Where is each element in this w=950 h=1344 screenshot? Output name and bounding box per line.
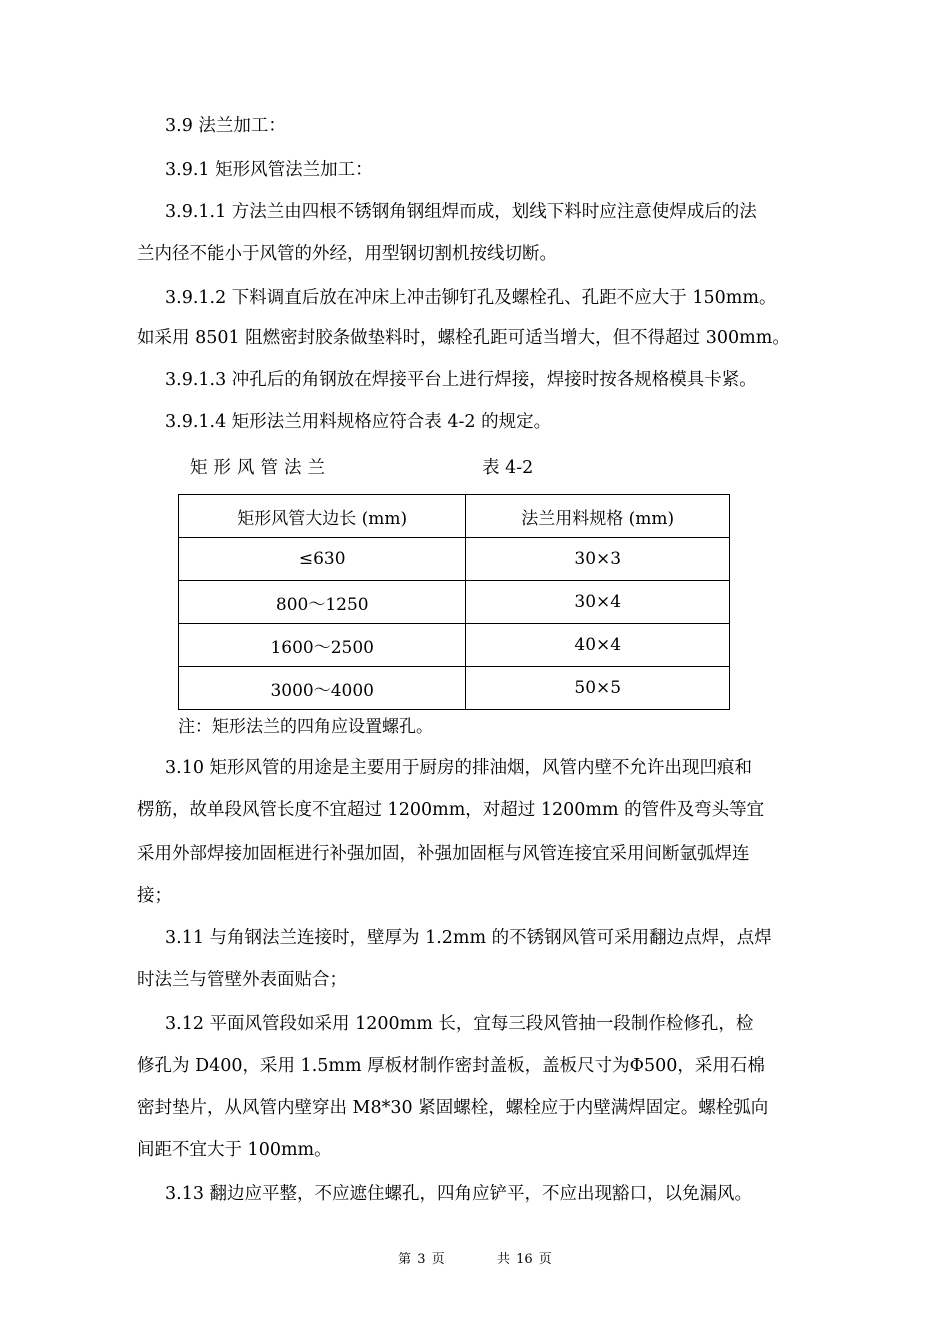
table-cell: 3000～4000 (179, 667, 466, 710)
table-cell: 30×3 (466, 538, 730, 581)
section-3-9: 3.9 法兰加工： (165, 116, 286, 136)
paragraph-3-11-line2: 时法兰与管壁外表面贴合； (137, 970, 347, 990)
paragraph-3-12-line2: 修孔为 D400，采用 1.5mm 厚板材制作密封盖板，盖板尺寸为Φ500，采用石棉 (137, 1056, 765, 1076)
section-3-9-1-2-line1: 3.9.1.2 下料调直后放在冲床上冲击铆钉孔及螺栓孔、孔距不应大于 150mm。 (165, 288, 777, 308)
section-3-9-1-3: 3.9.1.3 冲孔后的角钢放在焊接平台上进行焊接，焊接时按各规格模具卡紧。 (165, 370, 757, 390)
section-3-9-1-4: 3.9.1.4 矩形法兰用料规格应符合表 4-2 的规定。 (165, 412, 552, 432)
table-cell: 800～1250 (179, 581, 466, 624)
paragraph-3-10-line2: 楞筋，故单段风管长度不宜超过 1200mm，对超过 1200mm 的管件及弯头等宜 (137, 800, 765, 820)
paragraph-3-13: 3.13 翻边应平整，不应遮住螺孔，四角应铲平，不应出现豁口，以免漏风。 (165, 1184, 753, 1204)
flange-spec-table (178, 494, 730, 710)
table-header-cell: 法兰用料规格 (mm) (466, 495, 730, 538)
section-3-9-1-2-line2: 如采用 8501 阻燃密封胶条做垫料时，螺栓孔距可适当增大，但不得超过 300mm。 (137, 328, 790, 348)
table-cell: 40×4 (466, 624, 730, 667)
paragraph-3-10-line1: 3.10 矩形风管的用途是主要用于厨房的排油烟，风管内壁不允许出现凹痕和 (165, 758, 753, 778)
page-number: 第 3 页 (398, 1252, 445, 1267)
paragraph-3-12-line3: 密封垫片，从风管内壁穿出 M8*30 紧固螺栓，螺栓应于内壁满焊固定。螺栓弧向 (137, 1098, 769, 1118)
section-3-9-1-1-line1: 3.9.1.1 方法兰由四根不锈钢角钢组焊而成，划线下料时应注意使焊成后的法 (165, 202, 757, 222)
table-cell: 1600～2500 (179, 624, 466, 667)
table-row (179, 538, 730, 581)
table-row (179, 624, 730, 667)
table-row (179, 581, 730, 624)
table-cell: 30×4 (466, 581, 730, 624)
paragraph-3-10-line3: 采用外部焊接加固框进行补强加固，补强加固框与风管连接宜采用间断氩弧焊连 (137, 844, 750, 864)
table-header-cell: 矩形风管大边长 (mm) (179, 495, 466, 538)
table-caption-number: 表 4-2 (482, 458, 534, 478)
table-header-row (179, 495, 730, 538)
table-cell: 50×5 (466, 667, 730, 710)
page-total: 共 16 页 (497, 1252, 552, 1267)
table-cell: ≤630 (179, 538, 466, 581)
paragraph-3-10-line4: 接； (137, 886, 172, 906)
section-3-9-1: 3.9.1 矩形风管法兰加工： (165, 160, 373, 180)
table-note: 注：矩形法兰的四角应设置螺孔。 (178, 717, 433, 737)
paragraph-3-12-line1: 3.12 平面风管段如采用 1200mm 长，宜每三段风管抽一段制作检修孔，检 (165, 1014, 754, 1034)
table-row (179, 667, 730, 710)
section-3-9-1-1-line2: 兰内径不能小于风管的外经，用型钢切割机按线切断。 (137, 244, 557, 264)
table-caption-title: 矩形风管法兰 (190, 458, 331, 478)
page-footer (0, 1248, 950, 1267)
paragraph-3-12-line4: 间距不宜大于 100mm。 (137, 1140, 332, 1160)
paragraph-3-11-line1: 3.11 与角钢法兰连接时，壁厚为 1.2mm 的不锈钢风管可采用翻边点焊，点焊 (165, 928, 772, 948)
